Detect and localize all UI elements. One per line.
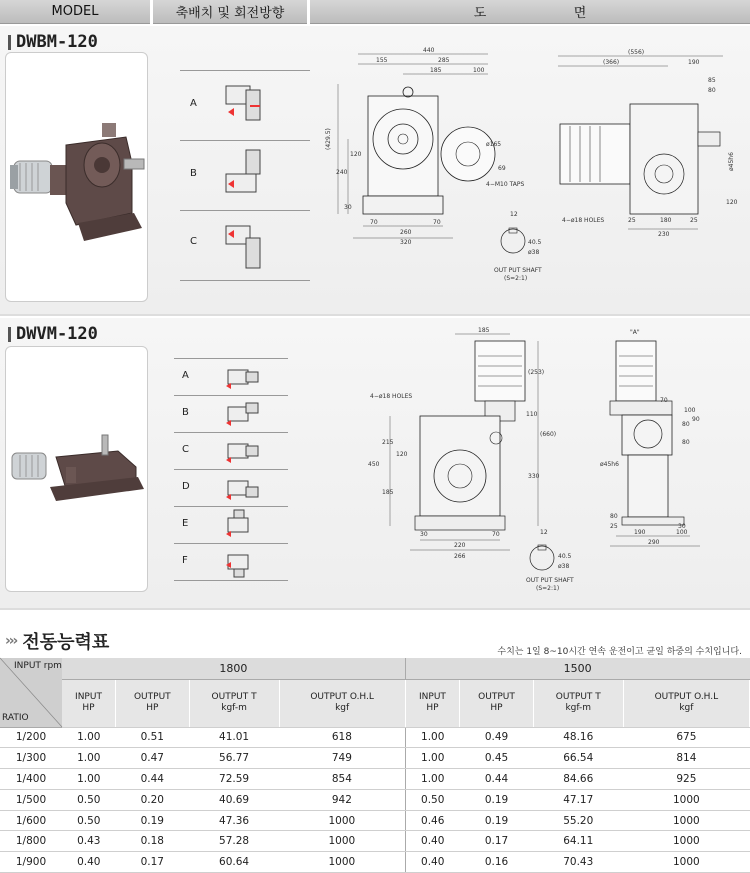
value-cell: 0.40 [405,831,460,852]
arrangement-label: E [182,518,189,529]
value-cell: 1000 [623,789,749,810]
value-cell: 0.47 [116,748,190,769]
value-cell: 0.19 [460,789,534,810]
ratio-cell: 1/800 [0,831,62,852]
column-header-line: HP [490,703,503,713]
table-corner [0,658,62,727]
dim-label: 440 [423,47,435,54]
capacity-table [0,658,750,873]
arrangement-label: D [182,481,190,492]
value-cell: 1000 [623,831,749,852]
section2-title [8,324,98,344]
value-cell: 0.19 [116,810,190,831]
value-cell: 0.46 [405,810,460,831]
dim-label: 85 [708,77,716,84]
capacity-title-text: 전동능력표 [22,632,110,653]
arrangement-b [182,407,189,418]
header-arrangement-label: 축배치 및 회전방향 [175,6,285,21]
column-header [533,679,623,727]
value-cell: 814 [623,748,749,769]
dim-label: 230 [658,231,670,238]
corner-ratio: RATIO [2,712,29,723]
dim-label: 185 [430,67,442,74]
shaft-label: OUT PUT SHAFT [494,267,542,274]
value-cell: 64.11 [533,831,623,852]
dim-label: 290 [648,539,660,546]
gear-reducer-image [6,53,149,303]
column-header-line: OUTPUT [478,692,515,702]
shaft-label: (S=2:1) [504,275,528,282]
value-cell: 0.18 [116,831,190,852]
value-cell: 57.28 [189,831,279,852]
drawing-dwbm-front [318,44,548,294]
arrangement-b [190,168,197,179]
drawing-dwvm-side [600,326,748,556]
value-cell: 1000 [279,810,405,831]
dim-label: 190 [688,59,700,66]
shaft-label: OUT PUT SHAFT [526,577,574,584]
dim-label: 190 [634,529,646,536]
dim-label: 12 [510,211,518,218]
value-cell: 1.00 [62,727,116,748]
value-cell: 70.43 [533,852,623,873]
capacity-title [5,628,109,654]
header-drawing [310,0,750,24]
dim-label: 185 [382,489,394,496]
arrangement-f [182,555,188,566]
dim-label: (366) [603,59,620,66]
drawing-dwbm-side [548,44,748,244]
dim-label: 90 [692,416,700,423]
value-cell: 675 [623,727,749,748]
value-cell: 0.49 [460,727,534,748]
arrangement-a [182,370,189,381]
dim-label: (253) [528,369,545,376]
column-header-line: kgf-m [565,703,592,713]
value-cell: 1000 [279,831,405,852]
dim-label: 100 [676,529,688,536]
arrangement-label: A [182,370,189,381]
header-model-label: MODEL [51,4,99,19]
value-cell: 0.50 [405,789,460,810]
column-header-line: OUTPUT [133,692,171,702]
dim-label: 185 [478,327,490,334]
dim-label: 70 [433,219,441,226]
dim-label: 70 [492,531,500,538]
value-cell: 0.44 [460,769,534,790]
ratio-cell: 1/300 [0,748,62,769]
column-header-line: OUTPUT O.H.L [654,692,719,702]
dim-label: 240 [336,169,348,176]
dim-label: 70 [660,397,668,404]
dim-label: 70 [370,219,378,226]
table-row [0,727,750,748]
column-header-line: HP [82,703,95,713]
value-cell: 0.40 [62,852,116,873]
table-row [0,810,750,831]
divider [180,70,310,71]
divider [180,280,310,281]
value-cell: 0.50 [62,810,116,831]
dim-label: 180 [660,217,672,224]
dim-label: 4−ø18 HOLES [562,217,605,224]
dim-label: 450 [368,461,380,468]
dim-label: 25 [690,217,698,224]
dim-label: 30 [420,531,428,538]
value-cell: 0.17 [460,831,534,852]
column-header [623,679,749,727]
dim-label: "A" [630,329,640,336]
column-header-line: INPUT [419,692,446,702]
dim-label: 80 [610,513,618,520]
header-model [0,0,150,24]
chevron-right-icon: ››› [5,633,17,649]
value-cell: 40.69 [189,789,279,810]
column-header-line: HP [426,703,439,713]
ratio-cell: 1/600 [0,810,62,831]
column-header-line: kgf [679,703,694,713]
arrangement-a-icon [220,76,270,136]
column-header [62,679,116,727]
dim-label: ø38 [528,249,540,256]
value-cell: 0.43 [62,831,116,852]
value-cell: 1.00 [62,769,116,790]
dim-label: ø45h6 [728,152,735,171]
column-header-line: HP [146,703,159,713]
dim-label: 80 [708,87,716,94]
dim-label: (660) [540,431,557,438]
dim-label: 285 [438,57,450,64]
corner-input-rpm: INPUT rpm [14,661,62,671]
value-cell: 618 [279,727,405,748]
dim-label: 30 [344,204,352,211]
dim-label: 80 [682,439,690,446]
value-cell: 1.00 [62,748,116,769]
arrangement-c [182,444,189,455]
value-cell: 48.16 [533,727,623,748]
value-cell: 925 [623,769,749,790]
dim-label: ø165 [486,141,502,148]
ratio-cell: 1/400 [0,769,62,790]
value-cell: 1000 [623,852,749,873]
value-cell: 0.44 [116,769,190,790]
arrangement-label: B [182,407,189,418]
column-header [460,679,534,727]
column-header [116,679,190,727]
arrangement-e [182,518,188,529]
ratio-cell: 1/900 [0,852,62,873]
value-cell: 0.45 [460,748,534,769]
section2-title-text: DWVM-120 [16,324,98,344]
table-row [0,831,750,852]
value-cell: 60.64 [189,852,279,873]
value-cell: 84.66 [533,769,623,790]
arrangement-c [190,236,197,247]
arrangement-b-icon [220,146,270,206]
value-cell: 47.17 [533,789,623,810]
value-cell: 47.36 [189,810,279,831]
rpm-group-1800: 1800 [62,658,405,679]
value-cell: 1.00 [405,727,460,748]
dim-label: 25 [610,523,618,530]
column-header-line: OUTPUT O.H.L [310,692,374,702]
dim-label: 155 [376,57,388,64]
dim-label: 110 [526,411,538,418]
value-cell: 0.51 [116,727,190,748]
ratio-cell: 1/200 [0,727,62,748]
value-cell: 0.50 [62,789,116,810]
arrangement-label: C [190,236,197,247]
drawing-dwvm-front [360,326,600,598]
shaft-label: (S=2:1) [536,585,560,592]
column-header [279,679,405,727]
arrangement-label: F [182,555,188,566]
dim-label: ø38 [558,563,570,570]
dim-label: 40.5 [558,553,572,560]
product-photo-dwvm [5,346,148,592]
dim-label: 30 [678,523,686,530]
rpm-group-1500: 1500 [405,658,749,679]
dim-label: 100 [684,407,696,414]
dim-label: (556) [628,49,645,56]
arrangement-icons-dwvm [220,362,270,582]
value-cell: 0.40 [405,852,460,873]
column-header-line: kgf [335,703,350,713]
value-cell: 72.59 [189,769,279,790]
arrangement-c-icon [220,216,270,276]
dim-label: 69 [498,165,506,172]
column-header-line: OUTPUT T [555,692,601,702]
value-cell: 1000 [279,852,405,873]
gear-reducer-image [6,347,149,593]
value-cell: 0.17 [116,852,190,873]
arrangement-a [190,98,197,109]
dim-label: 40.5 [528,239,542,246]
value-cell: 0.20 [116,789,190,810]
value-cell: 1.00 [405,769,460,790]
value-cell: 942 [279,789,405,810]
dim-label: 100 [473,67,485,74]
column-header-line: INPUT [75,692,102,702]
dim-label: 215 [382,439,394,446]
value-cell: 56.77 [189,748,279,769]
dim-label: 12 [540,529,548,536]
column-header [405,679,460,727]
divider [180,140,310,141]
value-cell: 749 [279,748,405,769]
arrangement-d [182,481,190,492]
value-cell: 0.16 [460,852,534,873]
section1-title [8,32,98,52]
value-cell: 0.19 [460,810,534,831]
column-header-line: kgf-m [221,703,247,713]
dim-label: (429.5) [325,128,332,150]
section1-title-text: DWBM-120 [16,32,98,52]
value-cell: 66.54 [533,748,623,769]
dim-label: 80 [682,421,690,428]
header-arrangement [153,0,307,24]
value-cell: 55.20 [533,810,623,831]
capacity-note: 수치는 1일 8~10시간 연속 운전이고 균일 하중의 수치입니다. [497,647,742,657]
arrangement-label: A [190,98,197,109]
dim-label: 220 [454,542,466,549]
product-photo-dwbm [5,52,148,302]
arrangement-label: B [190,168,197,179]
dim-label: 4−ø18 HOLES [370,393,413,400]
dim-label: ø45h6 [600,461,619,468]
dim-label: 266 [454,553,466,560]
ratio-cell: 1/500 [0,789,62,810]
value-cell: 854 [279,769,405,790]
table-row [0,789,750,810]
column-header-line: OUTPUT T [211,692,257,702]
header-drawing-label-2: 면 [573,6,587,21]
dim-label: 25 [628,217,636,224]
dim-label: 4−M10 TAPS [486,181,525,188]
table-row [0,769,750,790]
header-drawing-label-1: 도 [473,6,487,21]
dim-label: 330 [528,473,540,480]
dim-label: 320 [400,239,412,246]
dim-label: 120 [396,451,408,458]
dim-label: 120 [726,199,738,206]
divider [180,210,310,211]
arrangement-label: C [182,444,189,455]
dim-label: 120 [350,151,362,158]
value-cell: 1.00 [405,748,460,769]
table-row [0,748,750,769]
dim-label: 260 [400,229,412,236]
value-cell: 1000 [623,810,749,831]
table-row [0,852,750,873]
column-header [189,679,279,727]
value-cell: 41.01 [189,727,279,748]
